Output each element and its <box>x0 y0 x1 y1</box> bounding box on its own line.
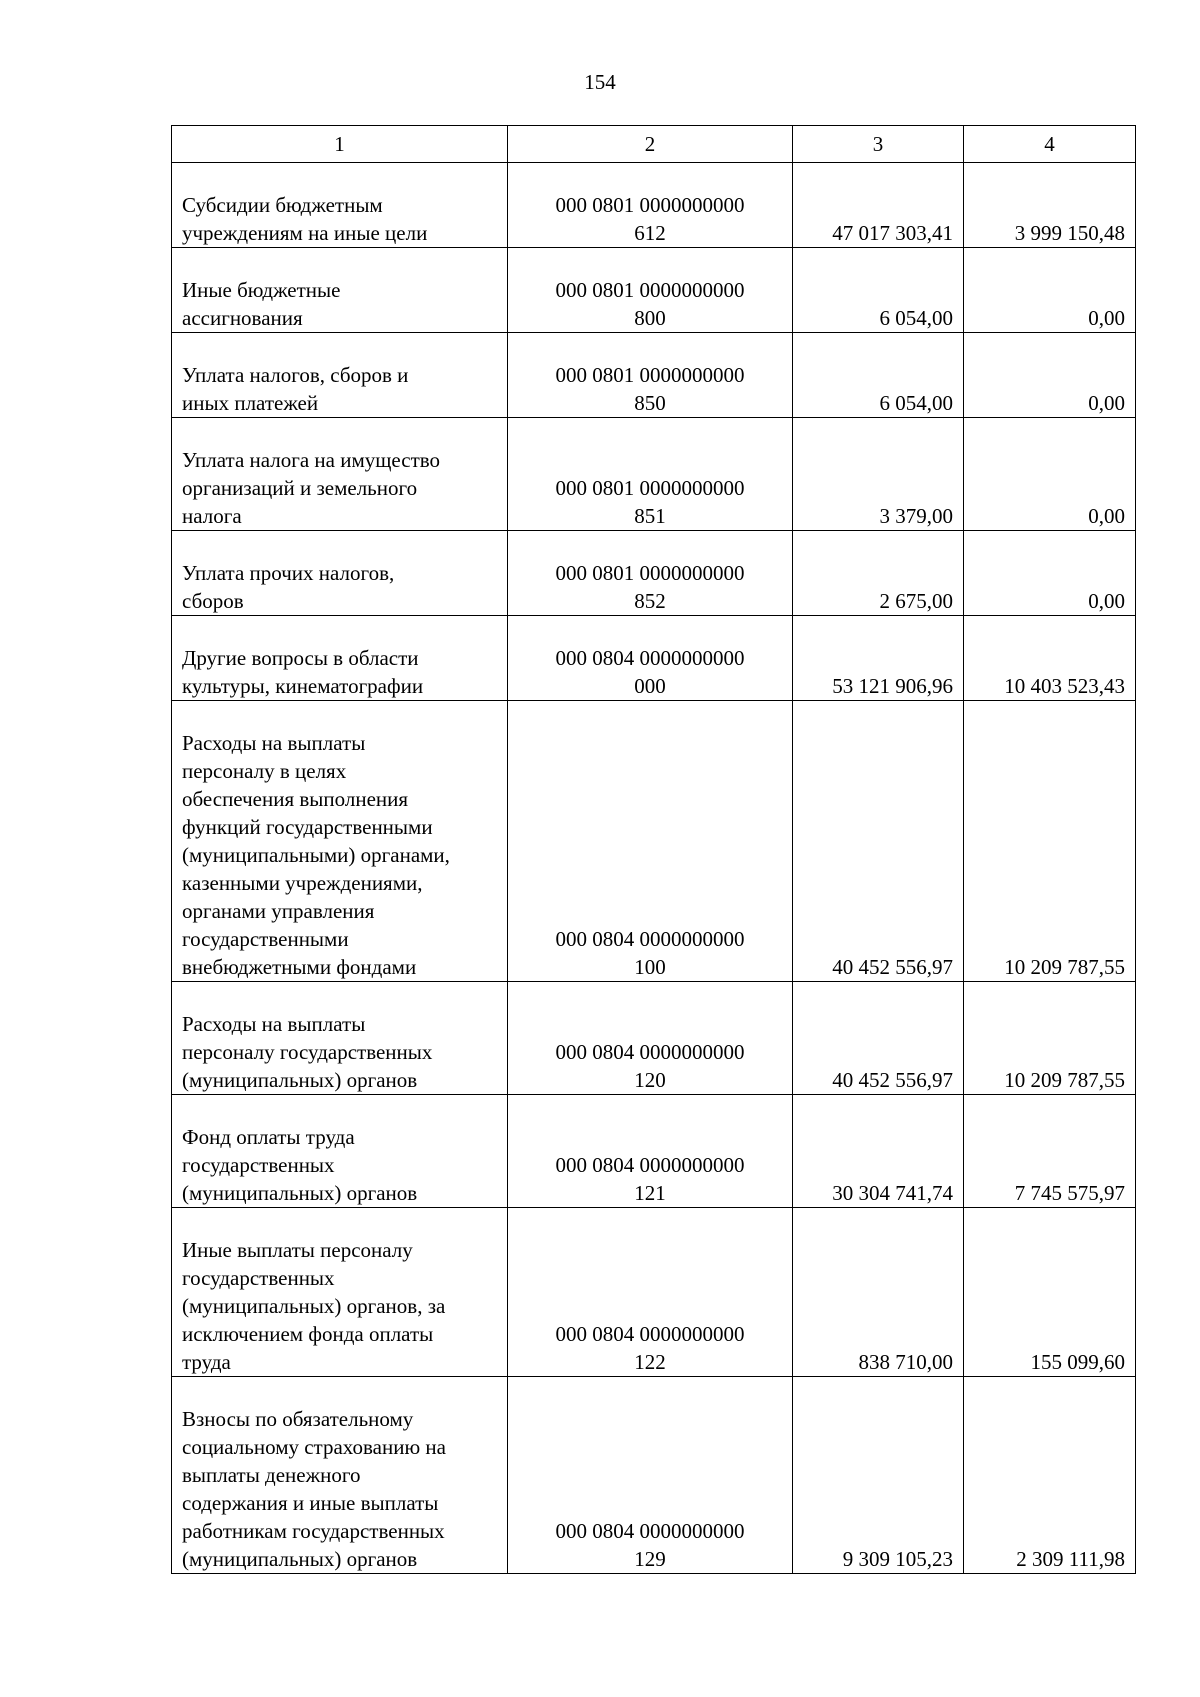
row-amount-col4: 155 099,60 <box>964 1208 1136 1377</box>
table-row <box>172 1377 1136 1574</box>
row-amount-col4: 2 309 111,98 <box>964 1377 1136 1574</box>
row-code: 000 0804 0000000000 120 <box>508 982 793 1095</box>
row-name: Иные выплаты персоналу государственных (муниципальных) органов, за исключением фонда оплаты труда <box>172 1208 508 1377</box>
row-code: 000 0801 0000000000 850 <box>508 333 793 418</box>
table-row <box>172 531 1136 616</box>
row-name: Расходы на выплаты персоналу в целях обеспечения выполнения функций государственными (муниципальными) органами, казенными учреждениями, органами управления государственными внебюджетными фондами <box>172 701 508 982</box>
row-amount-col4: 0,00 <box>964 333 1136 418</box>
row-code: 000 0804 0000000000 100 <box>508 701 793 982</box>
table-row <box>172 1095 1136 1208</box>
row-name: Иные бюджетные ассигнования <box>172 248 508 333</box>
page-number: 154 <box>584 70 616 94</box>
table-row <box>172 418 1136 531</box>
row-code: 000 0804 0000000000 122 <box>508 1208 793 1377</box>
row-amount-col3: 3 379,00 <box>793 418 964 531</box>
table-row <box>172 1208 1136 1377</box>
row-amount-col3: 47 017 303,41 <box>793 163 964 248</box>
column-header-4: 4 <box>964 126 1136 163</box>
row-code: 000 0801 0000000000 800 <box>508 248 793 333</box>
row-amount-col4: 10 209 787,55 <box>964 701 1136 982</box>
table-row <box>172 616 1136 701</box>
row-code: 000 0801 0000000000 851 <box>508 418 793 531</box>
row-amount-col3: 838 710,00 <box>793 1208 964 1377</box>
table-row <box>172 333 1136 418</box>
row-amount-col4: 0,00 <box>964 418 1136 531</box>
row-amount-col3: 40 452 556,97 <box>793 701 964 982</box>
row-name: Расходы на выплаты персоналу государственных (муниципальных) органов <box>172 982 508 1095</box>
column-header-3: 3 <box>793 126 964 163</box>
row-code: 000 0801 0000000000 852 <box>508 531 793 616</box>
row-name: Субсидии бюджетным учреждениям на иные цели <box>172 163 508 248</box>
row-amount-col3: 30 304 741,74 <box>793 1095 964 1208</box>
row-name: Уплата налога на имущество организаций и земельного налога <box>172 418 508 531</box>
row-amount-col3: 9 309 105,23 <box>793 1377 964 1574</box>
row-amount-col4: 7 745 575,97 <box>964 1095 1136 1208</box>
table-row <box>172 163 1136 248</box>
row-name: Фонд оплаты труда государственных (муниципальных) органов <box>172 1095 508 1208</box>
row-code: 000 0804 0000000000 129 <box>508 1377 793 1574</box>
row-amount-col3: 6 054,00 <box>793 248 964 333</box>
row-amount-col4: 10 403 523,43 <box>964 616 1136 701</box>
column-header-2: 2 <box>508 126 793 163</box>
row-name: Взносы по обязательному социальному страхованию на выплаты денежного содержания и иные выплаты работникам государственных (муниципальных) органов <box>172 1377 508 1574</box>
row-code: 000 0804 0000000000 121 <box>508 1095 793 1208</box>
column-header-1: 1 <box>172 126 508 163</box>
row-amount-col4: 0,00 <box>964 248 1136 333</box>
row-name: Уплата налогов, сборов и иных платежей <box>172 333 508 418</box>
budget-table <box>171 125 1136 1574</box>
row-amount-col4: 3 999 150,48 <box>964 163 1136 248</box>
row-name: Другие вопросы в области культуры, кинематографии <box>172 616 508 701</box>
row-code: 000 0801 0000000000 612 <box>508 163 793 248</box>
row-amount-col3: 53 121 906,96 <box>793 616 964 701</box>
row-amount-col4: 0,00 <box>964 531 1136 616</box>
header-row <box>172 126 1136 163</box>
row-amount-col4: 10 209 787,55 <box>964 982 1136 1095</box>
table-row <box>172 982 1136 1095</box>
table-row <box>172 248 1136 333</box>
row-name: Уплата прочих налогов, сборов <box>172 531 508 616</box>
row-amount-col3: 6 054,00 <box>793 333 964 418</box>
row-code: 000 0804 0000000000 000 <box>508 616 793 701</box>
row-amount-col3: 40 452 556,97 <box>793 982 964 1095</box>
table-row <box>172 701 1136 982</box>
row-amount-col3: 2 675,00 <box>793 531 964 616</box>
